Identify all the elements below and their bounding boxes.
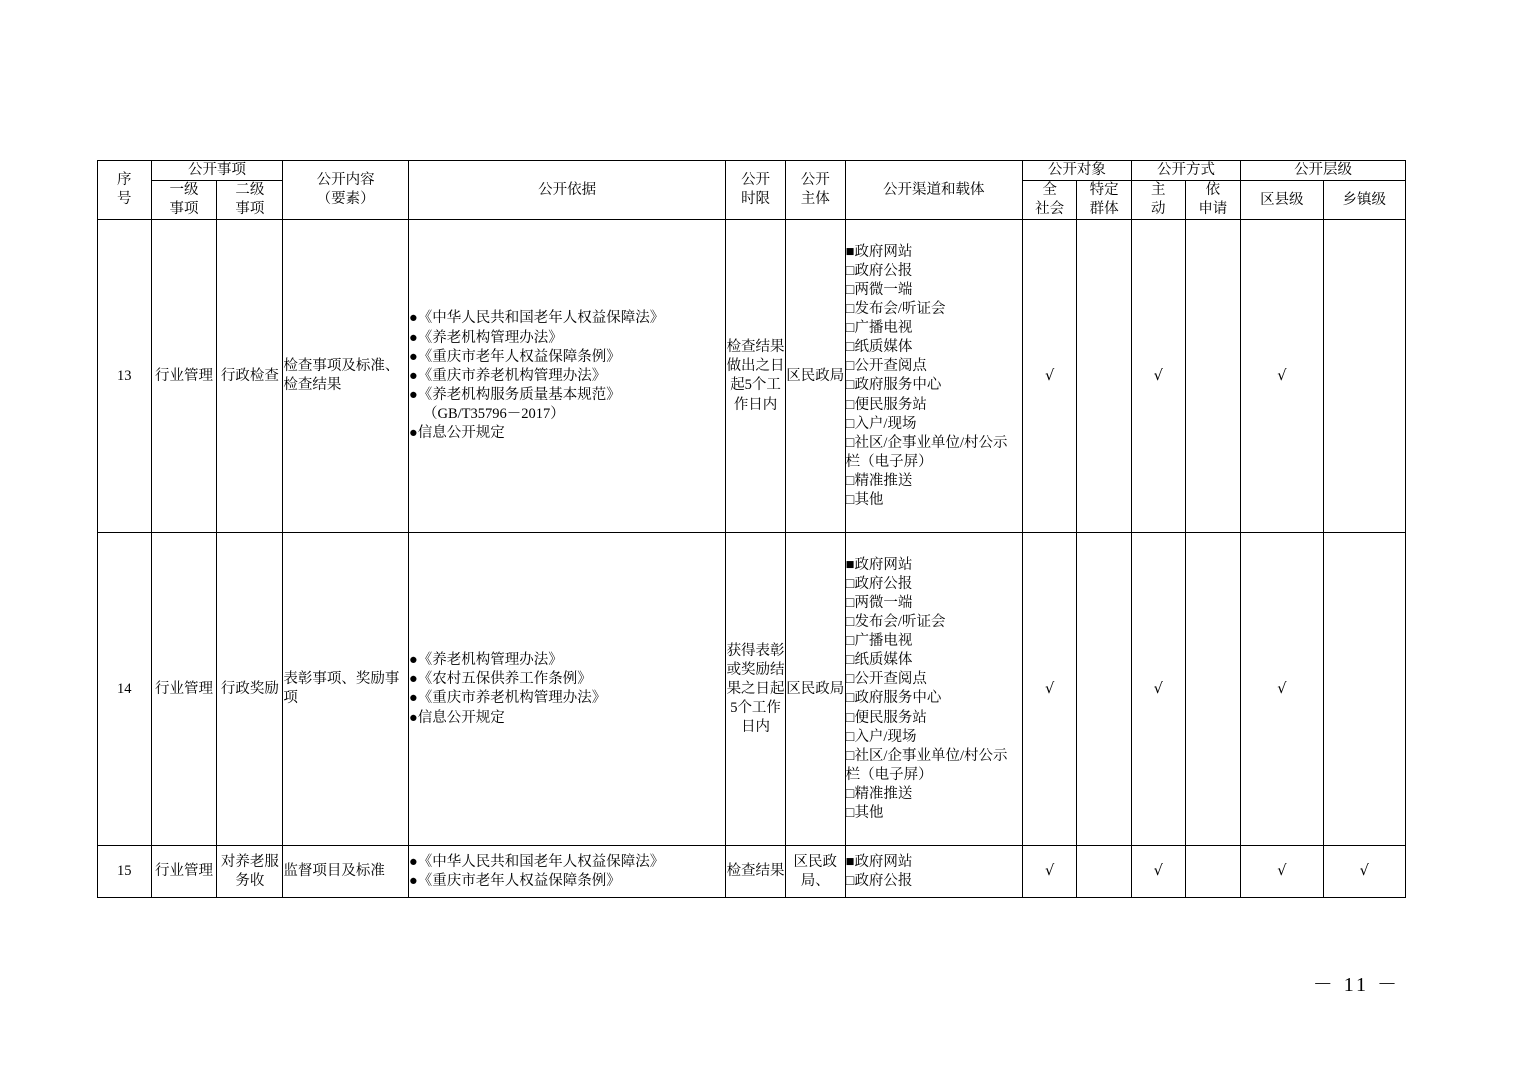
channel-option: □广播电视 <box>845 633 913 649</box>
channel-option: □公开查阅点 <box>845 358 927 375</box>
row-seq: 14 <box>98 533 152 846</box>
channel-option: □其他 <box>845 805 884 822</box>
row-audience-specific <box>1077 220 1132 533</box>
basis-line: ●《养老机构管理办法》 <box>409 652 563 669</box>
channel-option: □便民服务站 <box>845 709 927 726</box>
header-seq: 序 号 <box>98 161 152 220</box>
channel-option: □其他 <box>845 492 884 509</box>
channel-option: □便民服务站 <box>845 396 927 413</box>
channel-option: □政府服务中心 <box>845 377 942 394</box>
header-deadline: 公开 时限 <box>726 161 786 220</box>
basis-line: ●《重庆市老年人权益保障条例》 <box>409 872 621 889</box>
channel-option: □纸质媒体 <box>845 339 913 356</box>
channel-option: □精准推送 <box>845 473 913 489</box>
header-level-district: 区县级 <box>1241 181 1323 220</box>
row-audience-specific <box>1077 533 1132 846</box>
channel-option: □两微一端 <box>845 281 913 298</box>
row-basis <box>409 846 726 898</box>
channel-option: □政府公报 <box>845 262 913 279</box>
channel-option: □公开查阅点 <box>845 671 927 688</box>
header-audience: 公开对象 <box>1022 161 1131 181</box>
row-subject: 区民政局、 <box>785 846 845 898</box>
basis-line: ●信息公开规定 <box>409 425 505 442</box>
header-basis: 公开依据 <box>409 161 726 220</box>
header-level: 公开层级 <box>1241 161 1406 181</box>
basis-line: ●《重庆市老年人权益保障条例》 <box>409 348 621 365</box>
row-audience-all: √ <box>1022 220 1077 533</box>
basis-line: （GB/T35796－2017） <box>423 406 565 423</box>
basis-line: ●信息公开规定 <box>409 709 505 726</box>
table-row <box>98 846 1406 898</box>
basis-line: ●《养老机构管理办法》 <box>409 329 563 346</box>
row-level-district: √ <box>1241 220 1323 533</box>
row-level-town <box>1323 533 1405 846</box>
disclosure-table <box>97 160 1406 898</box>
basis-line: ●《养老机构服务质量基本规范》 <box>409 386 621 403</box>
channel-option: □政府公报 <box>845 575 913 592</box>
row-basis <box>409 220 726 533</box>
row-level1: 行业管理 <box>151 846 217 898</box>
page-number: － 11 － <box>1312 974 1400 996</box>
row-level-town <box>1323 220 1405 533</box>
header-subject: 公开 主体 <box>785 161 845 220</box>
row-audience-specific <box>1077 846 1132 898</box>
row-level-district: √ <box>1241 533 1323 846</box>
row-deadline: 获得表彰或奖励结果之日起5个工作日内 <box>726 533 786 846</box>
row-seq: 15 <box>98 846 152 898</box>
row-deadline: 检查结果做出之日起5个工作日内 <box>726 220 786 533</box>
row-method-active: √ <box>1131 533 1185 846</box>
basis-line: ●《中华人民共和国老年人权益保障法》 <box>409 310 665 327</box>
channel-option: ■政府网站 <box>845 243 913 260</box>
row-subject: 区民政局 <box>785 533 845 846</box>
table-row <box>98 220 1406 533</box>
row-subject: 区民政局 <box>785 220 845 533</box>
row-level2: 对养老服务收 <box>217 846 283 898</box>
channel-option: □精准推送 <box>845 786 913 802</box>
basis-line: ●《重庆市养老机构管理办法》 <box>409 690 607 707</box>
row-method-active: √ <box>1131 220 1185 533</box>
row-content: 监督项目及标准 <box>283 846 409 898</box>
table-row <box>98 533 1406 846</box>
basis-line: ●《重庆市养老机构管理办法》 <box>409 367 607 384</box>
channel-option: □社区/企事业单位/村公示栏（电子屏） <box>845 434 1008 470</box>
header-open-item: 公开事项 <box>151 161 283 181</box>
row-level2: 行政检查 <box>217 220 283 533</box>
row-level-district: √ <box>1241 846 1323 898</box>
row-channel <box>845 220 1022 533</box>
row-method-request <box>1185 846 1241 898</box>
row-level-town: √ <box>1323 846 1405 898</box>
row-method-request <box>1185 533 1241 846</box>
channel-option: □入户/现场 <box>845 728 917 745</box>
row-method-active: √ <box>1131 846 1185 898</box>
channel-option: □政府服务中心 <box>845 690 942 707</box>
header-level2: 二级 事项 <box>217 181 283 220</box>
row-audience-all: √ <box>1022 533 1077 846</box>
header-level-town: 乡镇级 <box>1323 181 1405 220</box>
channel-option: ■政府网站 <box>845 556 913 573</box>
header-level1: 一级 事项 <box>151 181 217 220</box>
row-deadline: 检查结果 <box>726 846 786 898</box>
row-audience-all: √ <box>1022 846 1077 898</box>
row-method-request <box>1185 220 1241 533</box>
channel-option: □入户/现场 <box>845 415 917 432</box>
header-channel: 公开渠道和载体 <box>845 161 1022 220</box>
channel-option: □广播电视 <box>845 320 913 336</box>
row-level1: 行业管理 <box>151 220 217 533</box>
channel-option: □政府公报 <box>845 872 913 889</box>
table-header-row-1 <box>98 161 1406 181</box>
row-basis <box>409 533 726 846</box>
row-level2: 行政奖励 <box>217 533 283 846</box>
row-content: 表彰事项、奖励事项 <box>283 533 409 846</box>
basis-line: ●《农村五保供养工作条例》 <box>409 671 592 688</box>
header-content: 公开内容 （要素） <box>283 161 409 220</box>
row-level1: 行业管理 <box>151 533 217 846</box>
header-method-request: 依 申请 <box>1185 181 1241 220</box>
channel-option: ■政府网站 <box>845 853 913 870</box>
header-audience-all: 全 社会 <box>1022 181 1077 220</box>
row-seq: 13 <box>98 220 152 533</box>
channel-option: □纸质媒体 <box>845 652 913 669</box>
channel-option: □两微一端 <box>845 594 913 611</box>
basis-line: ●《中华人民共和国老年人权益保障法》 <box>409 853 665 870</box>
row-channel <box>845 533 1022 846</box>
channel-option: □发布会/听证会 <box>845 300 946 317</box>
row-channel <box>845 846 1022 898</box>
channel-option: □发布会/听证会 <box>845 613 946 630</box>
header-method: 公开方式 <box>1131 161 1240 181</box>
header-audience-specific: 特定 群体 <box>1077 181 1132 220</box>
row-content: 检查事项及标准、检查结果 <box>283 220 409 533</box>
channel-option: □社区/企事业单位/村公示栏（电子屏） <box>845 747 1008 783</box>
header-method-active: 主 动 <box>1131 181 1185 220</box>
